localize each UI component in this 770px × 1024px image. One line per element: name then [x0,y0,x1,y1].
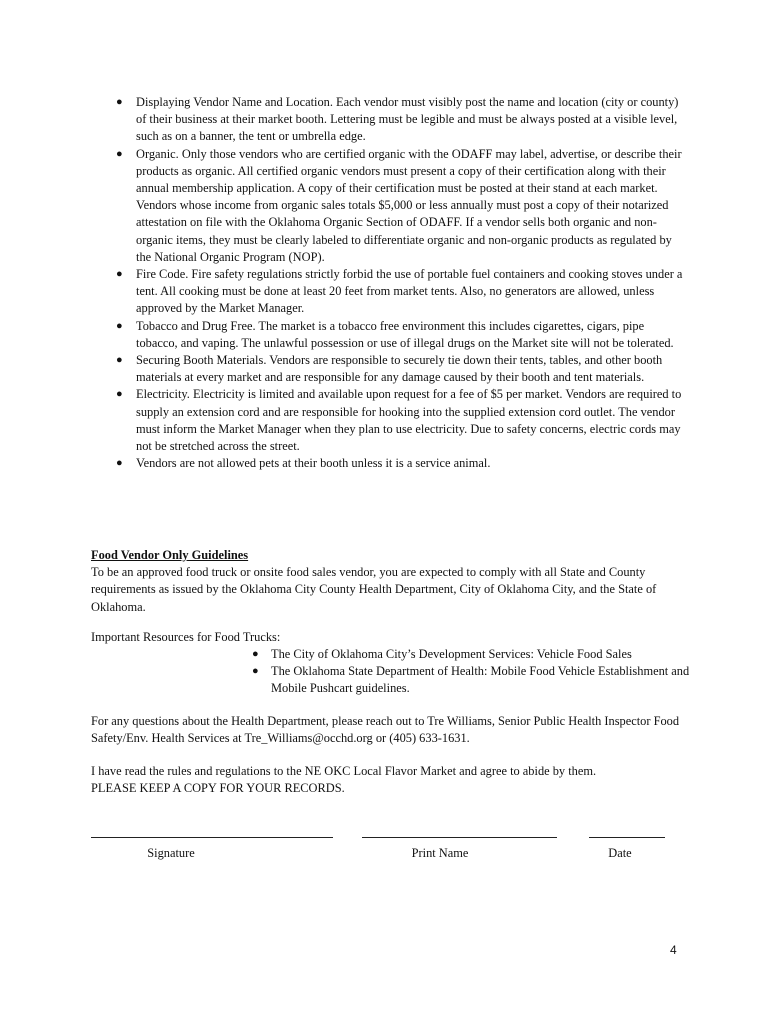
bullet-icon: ● [116,147,123,160]
bullet-icon: ● [252,665,259,678]
keep-copy-text: PLEASE KEEP A COPY FOR YOUR RECORDS. [91,781,345,796]
rule-text-organic: Organic. Only those vendors who are certified organic with the ODAFF may label, advertise, or describe their products as organic. All certified organic vendors must present a copy of their certification along with their annual membership application. A copy of their certification must be posted at their stand at each market. Vendors whose income from organic sales totals $5,000 or less annually must post a copy of their notarized attestation on file with the Oklahoma Organic Section of ODAFF. If a vendor sells both organic and non-organic items, they must be clearly labeled to differentiate organic and non-organic products as regulated by the National Organic Program (NOP). [136,146,682,264]
list-item [116,455,684,472]
list-item [116,94,684,146]
signature-label: Signature [147,846,195,860]
resources-list [252,646,691,698]
section-heading: Food Vendor Only Guidelines [91,548,249,562]
rule-text-fire-code: Fire Code. Fire safety regulations strictly forbid the use of portable fuel containers and cooking stoves under a tent. All cooking must be done at least 20 feet from market tents. Also, no generators are allowed, unless approved by the Market Manager. [136,267,683,316]
list-item [252,663,691,697]
bullet-icon: ● [252,648,259,660]
vendor-rules-list [116,94,684,472]
rule-text-pets: Vendors are not allowed pets at their booth unless it is a service animal. [136,456,491,471]
bullet-icon: ● [116,319,123,332]
rule-text-electricity: Electricity. Electricity is limited and available upon request for a fee of $5 per market. Vendors are required to supply an extension cord and are responsible for hooking into the supplied extension cord outlet. The vendor must inform the Market Manager when they plan to use electricity. Due to safety concerns, electric cords may not be stretched across the street. [136,387,682,454]
rule-text-booth-materials: Securing Booth Materials. Vendors are responsible to securely tie down their tents, tables, and other booth materials at every market and are responsible for any damage caused by their booth and tent materials. [136,353,663,385]
list-item [116,386,684,455]
page-number: 4 [670,943,677,957]
bullet-icon: ● [116,96,123,108]
rule-text-vendor-name: Displaying Vendor Name and Location. Each vendor must visibly post the name and location (city or county) of their business at their market booth. Lettering must be legible and must be always posted at a visible level, such as on a banner, the tent or umbrella edge. [136,95,679,144]
bullet-icon: ● [116,388,123,401]
list-item [116,266,684,318]
list-item [252,646,691,663]
signature-line[interactable] [91,825,333,838]
rule-text-tobacco: Tobacco and Drug Free. The market is a tobacco free environment this includes cigarettes, cigars, pipe tobacco, and vaping. The unlawful possession or use of illegal drugs on the Market site will not be tolerated. [136,318,674,350]
resource-city: The City of Oklahoma City’s Development Services: Vehicle Food Sales [271,647,632,661]
bullet-icon: ● [116,354,123,367]
bullet-icon: ● [116,268,123,281]
date-line[interactable] [589,825,665,838]
date-label: Date [608,846,632,860]
list-item [116,146,684,266]
print-name-label: Print Name [411,846,469,860]
resource-state: The Oklahoma State Department of Health: Mobile Food Vehicle Establishment and Mobile Pushcart guidelines. [271,664,690,696]
agreement-paragraph [91,763,689,797]
contact-paragraph: For any questions about the Health Department, please reach out to Tre Williams, Senior Public Health Inspector Food Safety/Env. Health Services at Tre_Williams@occhd.org or (405) 633-1631. [91,714,680,746]
food-vendor-section [91,547,689,616]
print-name-line[interactable] [362,825,557,838]
agreement-text: I have read the rules and regulations to the NE OKC Local Flavor Market and agree to abide by them. [91,764,597,778]
list-item [116,352,684,386]
list-item [116,318,684,352]
resources-label: Important Resources for Food Trucks: [91,630,281,644]
food-vendor-paragraph: To be an approved food truck or onsite food sales vendor, you are expected to comply with all State and County requirements as issued by the Oklahoma City County Health Department, City of Oklahoma City, and the State of Oklahoma. [91,565,657,614]
bullet-icon: ● [116,457,123,470]
